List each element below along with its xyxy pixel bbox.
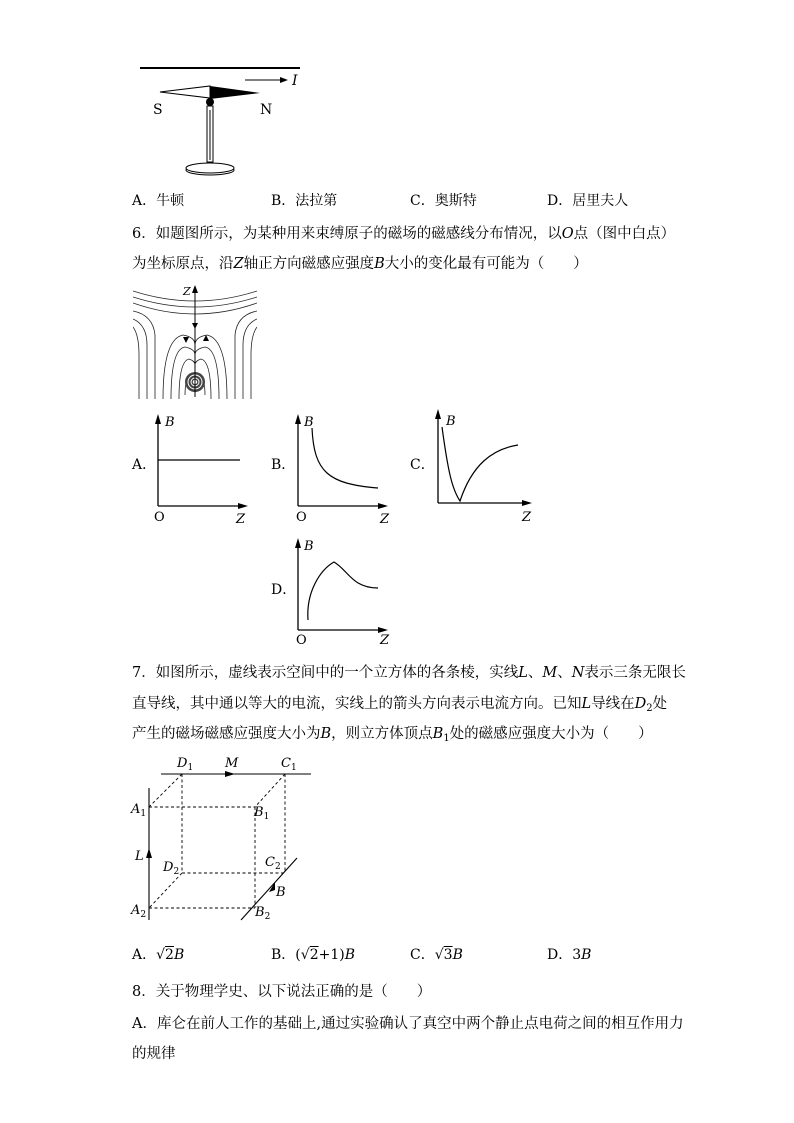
q7-option-a: A．√2B [132, 947, 185, 963]
q6-stem-line1: 6．如题图所示，为某种用来束缚原子的磁场的磁感线分布情况，以O点（图中白点） [132, 226, 676, 242]
svg-text:B: B [304, 539, 314, 554]
graph-b-curve [312, 428, 378, 488]
svg-text:O: O [296, 510, 307, 525]
compass-figure [130, 60, 310, 180]
q7-option-b: B．(√2+1)B [271, 947, 356, 963]
south-label: S [153, 102, 163, 118]
q6-option-c: C． [410, 457, 435, 473]
svg-text:D2: $D_2$ [163, 860, 180, 877]
q7-stem-line3: 产生的磁场磁感应强度大小为B，则立方体顶点$B_1$处的磁感应强度大小为（ ） [132, 726, 653, 744]
svg-text:B: B [446, 414, 456, 429]
svg-text:Z: Z [380, 633, 390, 647]
q6-option-d: D． [271, 582, 297, 598]
q7-stem-line1: 7．如图所示，虚线表示空间中的一个立方体的各条棱，实线L、M、N表示三条无限长 [132, 665, 686, 681]
q8-stem: 8．关于物理学史、以下说法正确的是（ ） [132, 984, 432, 1000]
svg-text:L: L [135, 849, 144, 864]
q6-stem-line2: 为坐标原点，沿Z轴正方向磁感应强度B大小的变化最有可能为（ ） [132, 256, 588, 272]
q5-option-c: C．奥斯特 [410, 193, 477, 209]
graph-b [290, 410, 400, 525]
svg-text:M: M [225, 756, 239, 771]
svg-text:B: B [165, 415, 175, 430]
current-label: I [292, 73, 298, 89]
q8-option-a-line1: A．库仑在前人工作的基础上,通过实验确认了真空中两个静止点电荷之间的相互作用力 [132, 1016, 684, 1032]
q7-option-d: D．3B [547, 947, 592, 963]
svg-text:A1: $A_1$ [131, 802, 147, 819]
svg-text:C1: $C_1$ [281, 756, 297, 773]
q7-option-c: C．√3B [410, 947, 463, 963]
graph-c-curve [442, 427, 518, 501]
graph-d [290, 532, 400, 647]
q8-option-a-line2: 的规律 [132, 1046, 176, 1062]
q7-stem-line2: 直导线，其中通以等大的电流，实线上的箭头方向表示电流方向。已知L导线在$D_2$处 [132, 696, 668, 714]
graph-a [150, 410, 260, 525]
magnetic-field-figure [133, 285, 257, 399]
svg-text:C2: $C_2$ [265, 855, 281, 872]
svg-text:B1: $B_1$ [254, 805, 270, 822]
graph-c [430, 405, 545, 525]
q5-option-d: D．居里夫人 [547, 193, 629, 209]
q6-option-a: A． [132, 457, 157, 473]
svg-text:D1: $D_1$ [177, 756, 194, 773]
svg-text:B2: $B_2$ [255, 905, 271, 922]
q5-option-a: A．牛顿 [132, 193, 185, 209]
q6-option-b: B． [271, 457, 296, 473]
svg-text:Z: Z [380, 512, 390, 525]
svg-text:Z: Z [522, 510, 532, 525]
field-axis-label: Z [183, 285, 191, 298]
svg-text:A2: $A_2$ [131, 903, 147, 920]
svg-text:O: O [154, 510, 165, 525]
svg-text:O: O [296, 633, 307, 647]
svg-text:B: B [304, 415, 314, 430]
graph-d-curve [308, 562, 378, 620]
svg-text:Z: Z [236, 512, 246, 525]
q5-option-b: B．法拉第 [271, 193, 338, 209]
north-label: N [260, 102, 273, 118]
svg-text:B: B [276, 885, 286, 900]
cube-figure [125, 750, 325, 925]
